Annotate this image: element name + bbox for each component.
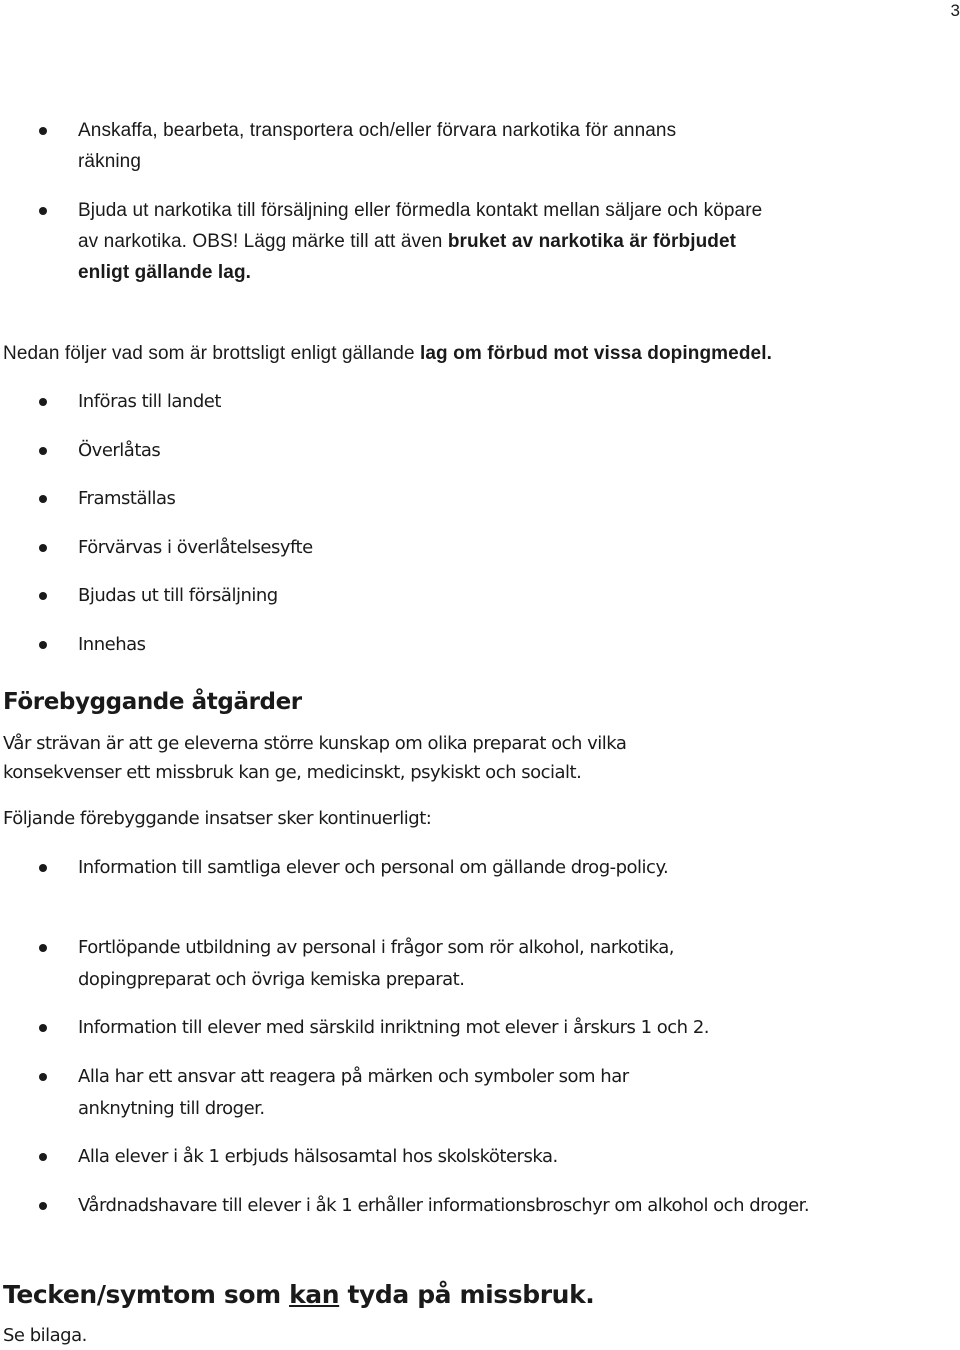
list-item: Information till samtliga elever och personal om gällande drog-policy.	[0, 852, 688, 932]
narkotika-list	[0, 115, 960, 288]
list-item: Överlåtas	[0, 435, 960, 484]
tecken-heading-underlined: kan	[289, 1280, 340, 1309]
list-item: Alla elever i åk 1 erbjuds hälsosamtal hos skolsköterska.	[0, 1141, 878, 1190]
section-paragraph: Vår strävan är att ge eleverna större kunskap om olika preparat och vilka konsekvenser ett missbruk kan ge, medicinskt, psykiskt och socialt.	[3, 733, 627, 783]
section-heading: Förebyggande åtgärder	[3, 689, 302, 715]
doping-intro: Nedan följer vad som är brottsligt enligt gällande lag om förbud mot vissa dopingmedel.	[3, 343, 772, 364]
list-item: Framställas	[0, 483, 960, 532]
list-item: Bjudas ut till försäljning	[0, 580, 960, 629]
list-item: Fortlöpande utbildning av personal i frågor som rör alkohol, narkotika, dopingpreparat och övriga kemiska preparat.	[0, 932, 698, 1012]
tecken-heading: Tecken/symtom som kan tyda på missbruk.	[3, 1280, 595, 1309]
list-item-text: Anskaffa, bearbeta, transportera och/eller förvara narkotika för annans räkning	[78, 120, 677, 172]
list-item	[0, 195, 778, 288]
list-item: Information till elever med särskild inriktning mot elever i årskurs 1 och 2.	[0, 1012, 878, 1061]
list-item: Vårdnadshavare till elever i åk 1 erhåller informationsbroschyr om alkohol och droger.	[0, 1190, 838, 1222]
list-item: Innehas	[0, 629, 960, 678]
list-item: Alla har ett ansvar att reagera på märken och symboler som har anknytning till droger.	[0, 1061, 718, 1141]
see-attachment: Se bilaga.	[3, 1325, 87, 1346]
doping-list	[0, 386, 960, 678]
list-item-emphasis: bruket av narkotika är förbjudet enligt gällande lag.	[78, 231, 737, 283]
list-item: Införas till landet	[0, 386, 960, 435]
list-item	[0, 115, 698, 195]
doping-intro-emphasis: lag om förbud mot vissa dopingmedel.	[420, 343, 772, 364]
insatser-list	[0, 852, 960, 1222]
list-item: Förvärvas i överlåtelsesyfte	[0, 532, 960, 581]
page-number: 3	[950, 1, 960, 20]
list-item-text: Bjuda ut narkotika till försäljning eller förmedla kontakt mellan säljare och köpare av narkotika. OBS! Lägg märke till att även	[78, 200, 763, 252]
insatser-intro: Följande förebyggande insatser sker kontinuerligt:	[3, 808, 432, 829]
